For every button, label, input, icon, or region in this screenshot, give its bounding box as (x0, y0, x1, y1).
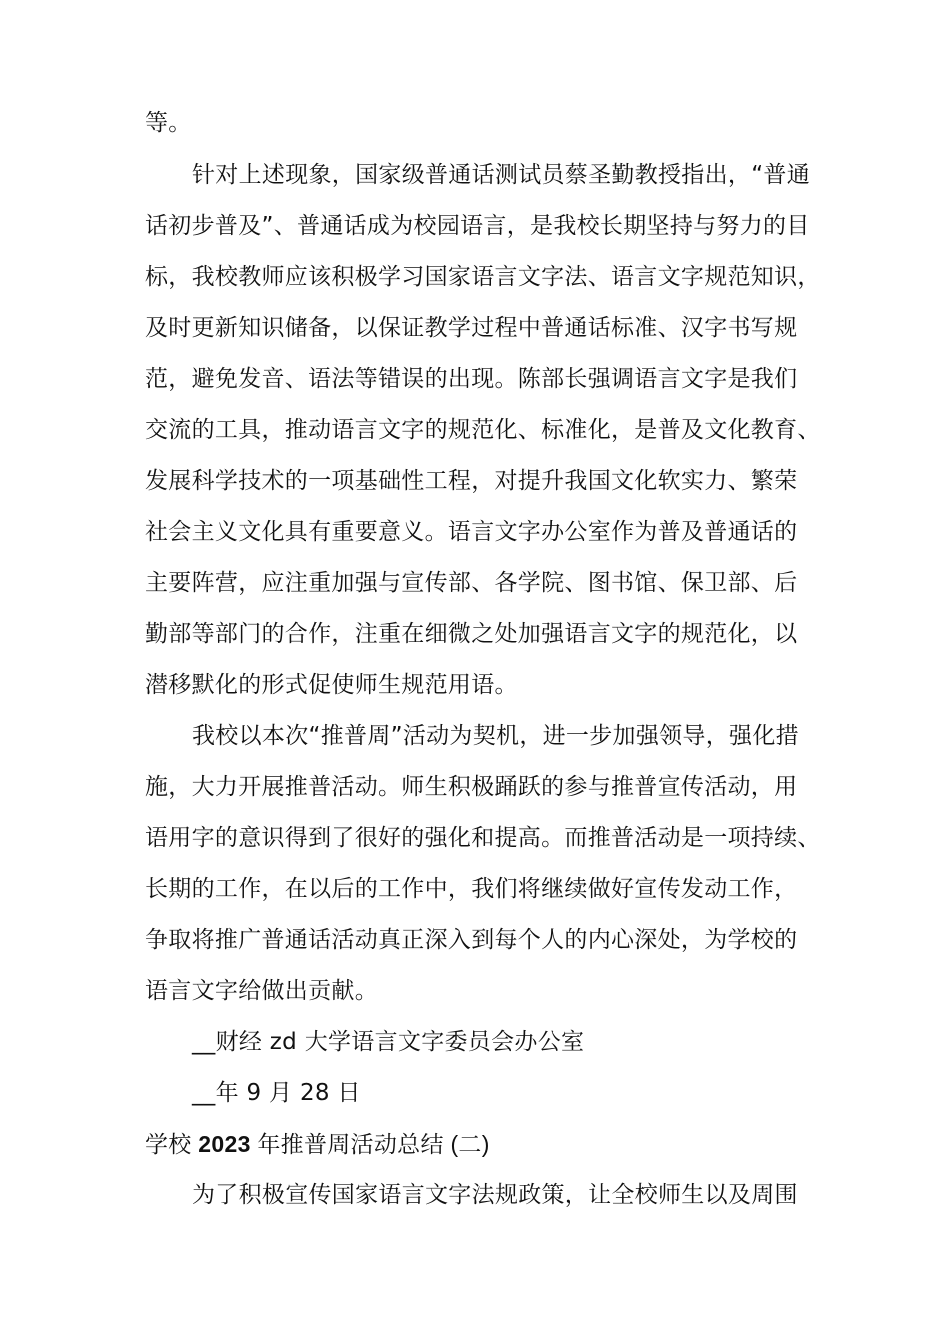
heading-number: (二) (450, 1131, 490, 1157)
heading-prefix: 学校 (145, 1131, 199, 1157)
text-line: 勤部等部门的合作，注重在细微之处加强语言文字的规范化，以 (145, 621, 798, 647)
signature-line: __财经 zd 大学语言文字委员会办公室 (192, 1029, 585, 1055)
section-heading (145, 1129, 490, 1159)
paragraph-start: 针对上述现象，国家级普通话测试员蔡圣勤教授指出，“普通 (192, 162, 811, 188)
text-line: 语言文字给做出贡献。 (145, 978, 378, 1004)
text-line: 社会主义文化具有重要意义。语言文字办公室作为普及普通话的 (145, 519, 798, 545)
paragraph-start: 我校以本次“推普周”活动为契机，进一步加强领导，强化措 (192, 723, 799, 749)
text-line: 及时更新知识储备，以保证教学过程中普通话标准、汉字书写规 (145, 315, 798, 341)
text-line: 争取将推广普通话活动真正深入到每个人的内心深处，为学校的 (145, 927, 798, 953)
text-line: 语用字的意识得到了很好的强化和提高。而推普活动是一项持续、 (145, 825, 821, 851)
text-line: 标，我校教师应该积极学习国家语言文字法、语言文字规范知识， (145, 264, 821, 290)
text-line: 长期的工作，在以后的工作中，我们将继续做好宣传发动工作， (145, 876, 798, 902)
text-line: 话初步普及”、普通话成为校园语言，是我校长期坚持与努力的目 (145, 213, 810, 239)
heading-suffix: 年推普周活动总结 (250, 1131, 451, 1157)
text-line: 范，避免发音、语法等错误的出现。陈部长强调语言文字是我们 (145, 366, 798, 392)
paragraph-start: 为了积极宣传国家语言文字法规政策，让全校师生以及周围 (192, 1182, 798, 1208)
text-line: 潜移默化的形式促使师生规范用语。 (145, 672, 518, 698)
text-line: 等。 (145, 110, 192, 136)
text-line: 主要阵营，应注重加强与宣传部、各学院、图书馆、保卫部、后 (145, 570, 798, 596)
text-line: 施，大力开展推普活动。师生积极踊跃的参与推普宣传活动，用 (145, 774, 798, 800)
heading-year: 2023 (198, 1131, 251, 1157)
text-line: 交流的工具，推动语言文字的规范化、标准化，是普及文化教育、 (145, 417, 821, 443)
text-line: 发展科学技术的一项基础性工程，对提升我国文化软实力、繁荣 (145, 468, 798, 494)
date-line: __年 9 月 28 日 (192, 1080, 361, 1106)
